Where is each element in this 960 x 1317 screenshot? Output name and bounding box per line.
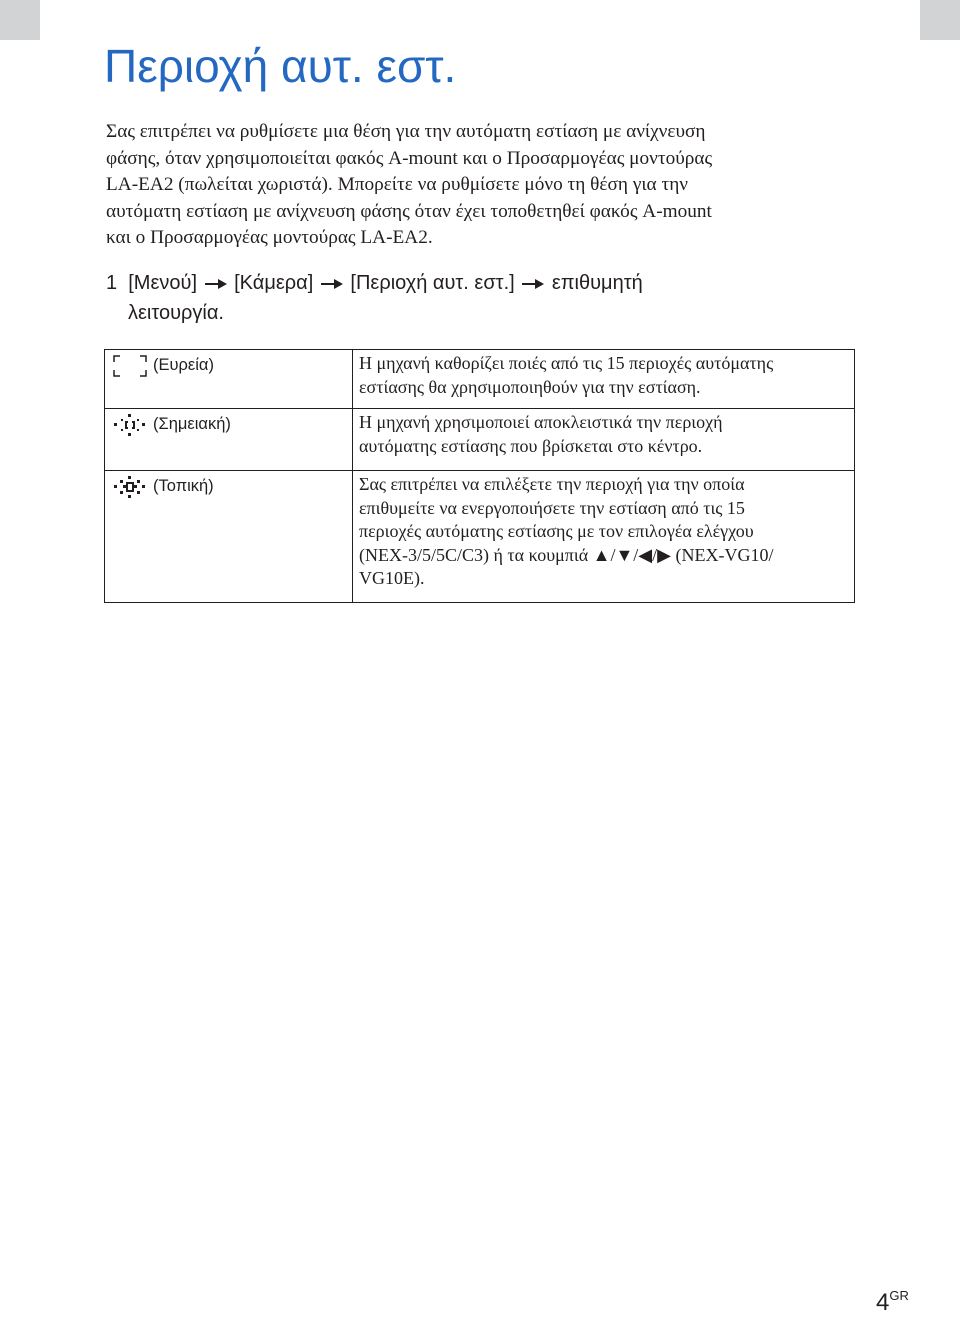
page-number xyxy=(876,1282,909,1317)
menu-path-menu: [Μενού] xyxy=(128,272,197,294)
local-af-area-icon xyxy=(113,476,147,498)
description-line: εστίασης θα χρησιμοποιηθούν για την εστίαση. xyxy=(359,376,701,397)
option-name-cell xyxy=(105,471,353,603)
intro-line: Σας επιτρέπει να ρυθμίσετε μια θέση για την αυτόματη εστίαση με ανίχνευση xyxy=(106,121,706,142)
page-title: Περιοχή αυτ. εστ. xyxy=(104,40,457,92)
intro-line: αυτόματη εστίαση με ανίχνευση φάσης όταν έχει τοποθετηθεί φακός A-mount xyxy=(106,200,712,222)
description-line: VG10E). xyxy=(359,568,425,588)
spot-af-area-icon xyxy=(113,414,147,436)
description-line: επιθυμείτε να ενεργοποιήσετε την εστίαση από τις 15 xyxy=(359,497,745,518)
description-line: (NEX-3/5/5C/C3) ή τα κουμπιά ▲/▼/◀/▶ (NEX-VG10/ xyxy=(359,544,774,565)
menu-path-mode: λειτουργία. xyxy=(128,302,224,324)
menu-path-setting: [Περιοχή αυτ. εστ.] xyxy=(350,272,515,294)
option-description xyxy=(353,350,855,409)
option-label: (Ευρεία) xyxy=(153,356,214,374)
option-description xyxy=(353,471,855,603)
option-description xyxy=(353,409,855,471)
intro-paragraph xyxy=(106,119,866,252)
page-number-value: 4 xyxy=(876,1289,890,1316)
table-row xyxy=(105,471,855,603)
option-name-cell xyxy=(105,409,353,471)
intro-line: φάσης, όταν χρησιμοποιείται φακός A-mount και ο Προσαρμογέας μοντούρας xyxy=(106,147,713,169)
arrow-right-icon xyxy=(522,278,544,290)
menu-path-camera: [Κάμερα] xyxy=(234,272,314,294)
intro-line: LA-EA2 (πωλείται χωριστά). Μπορείτε να ρυθμίσετε μόνο τη θέση για την xyxy=(106,174,688,195)
description-line: Η μηχανή χρησιμοποιεί αποκλειστικά την περιοχή xyxy=(359,412,723,432)
option-name-cell xyxy=(105,350,353,409)
option-label: (Τοπική) xyxy=(153,477,214,495)
step-number: 1 xyxy=(106,272,118,294)
step-instruction xyxy=(106,268,643,328)
menu-path-desired: επιθυμητή xyxy=(551,272,643,294)
table-row xyxy=(105,350,855,409)
options-table xyxy=(104,349,855,603)
description-line: Η μηχανή καθορίζει ποιές από τις 15 περιοχές αυτόματης xyxy=(359,353,774,373)
table-row xyxy=(105,409,855,471)
page-language-suffix: GR xyxy=(889,1288,909,1303)
intro-line: και ο Προσαρμογέας μοντούρας LA-EA2. xyxy=(106,227,433,248)
corner-marker-left xyxy=(0,0,40,40)
description-line: αυτόματης εστίασης που βρίσκεται στο κέντρο. xyxy=(359,435,703,456)
option-label: (Σημειακή) xyxy=(153,415,231,433)
arrow-right-icon xyxy=(321,278,343,290)
wide-af-area-icon xyxy=(113,355,147,377)
description-line: περιοχές αυτόματης εστίασης με τον επιλογέα ελέγχου xyxy=(359,521,754,541)
description-line: Σας επιτρέπει να επιλέξετε την περιοχή για την οποία xyxy=(359,474,745,494)
corner-marker-right xyxy=(920,0,960,40)
arrow-right-icon xyxy=(205,278,227,290)
